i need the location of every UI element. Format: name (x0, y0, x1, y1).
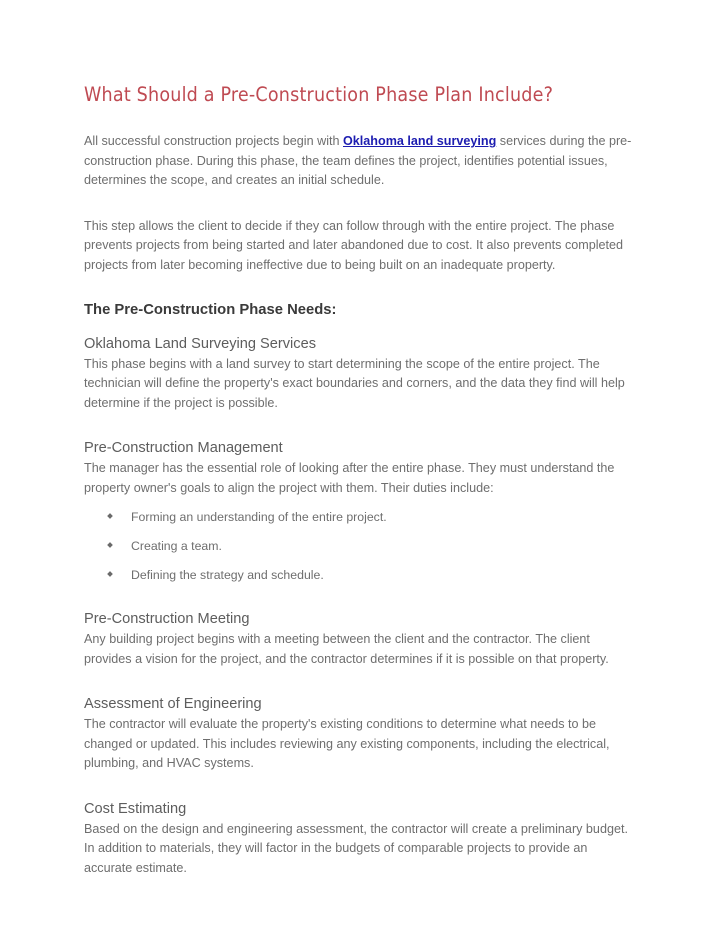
block-oklahoma-land-surveying-services (84, 335, 632, 413)
subheading-pre-construction-meeting: Pre-Construction Meeting (84, 611, 250, 628)
list-item-label: Creating a team. (131, 539, 222, 554)
subheading-oklahoma-land-surveying-services: Oklahoma Land Surveying Services (84, 335, 316, 352)
body-pre-construction-meeting: Any building project begins with a meeting between the client and the contractor. The client provides a vision for the project, and the contractor determines if it is possible on that property. (84, 632, 609, 666)
list-item (84, 566, 632, 584)
body-oklahoma-land-surveying-services: This phase begins with a land survey to start determining the scope of the entire project. The technician will define the property's exact boundaries and corners, and the data they find will help determine if the project is possible. (84, 356, 625, 410)
subheading-pre-construction-management: Pre-Construction Management (84, 440, 283, 457)
page-title: What Should a Pre-Construction Phase Plan Include? (84, 83, 554, 106)
duties-bullet-list (84, 508, 632, 584)
list-item-label: Forming an understanding of the entire project. (131, 510, 387, 525)
subheading-assessment-of-engineering: Assessment of Engineering (84, 696, 262, 713)
list-item-label: Defining the strategy and schedule. (131, 568, 324, 583)
oklahoma-land-surveying-link[interactable]: Oklahoma land surveying (343, 134, 497, 149)
block-pre-construction-management (84, 439, 632, 584)
intro-paragraph-2: This step allows the client to decide if they can follow through with the entire project. The phase prevents projects from being started and later abandoned due to cost. It also prevents completed projects from later becoming ineffective due to being built on an inadequate property. (84, 218, 624, 272)
block-assessment-of-engineering (84, 695, 632, 773)
block-pre-construction-meeting (84, 610, 632, 669)
block-cost-estimating (84, 800, 632, 878)
document-content (84, 84, 632, 878)
intro-paragraph-1-after-link: services during the pre-construction phase. During this phase, the team defines the project, identifies potential issues, determines the scope, and creates an initial schedule. (84, 134, 632, 188)
list-item (84, 508, 632, 526)
intro-paragraph-1 (84, 132, 632, 191)
body-cost-estimating: Based on the design and engineering assessment, the contractor will create a preliminary budget. In addition to materials, they will factor in the budgets of comparable projects to provide an accurate estimate. (84, 821, 628, 875)
body-pre-construction-management: The manager has the essential role of looking after the entire phase. They must understand the property owner's goals to align the project with them. Their duties include: (84, 461, 615, 495)
subheading-cost-estimating: Cost Estimating (84, 800, 187, 817)
list-item (84, 537, 632, 555)
bullet-diamond-icon (107, 543, 113, 549)
intro-paragraph-1-before-link: All successful construction projects begin with (84, 134, 343, 149)
section-heading-pre-construction-phase-needs: The Pre-Construction Phase Needs: (84, 302, 337, 319)
body-assessment-of-engineering: The contractor will evaluate the property's existing conditions to determine what needs to be changed or updated. This includes reviewing any existing components, including the electrical, plumbing, and HVAC systems. (84, 717, 610, 771)
bullet-diamond-icon (107, 572, 113, 578)
bullet-diamond-icon (107, 514, 113, 520)
